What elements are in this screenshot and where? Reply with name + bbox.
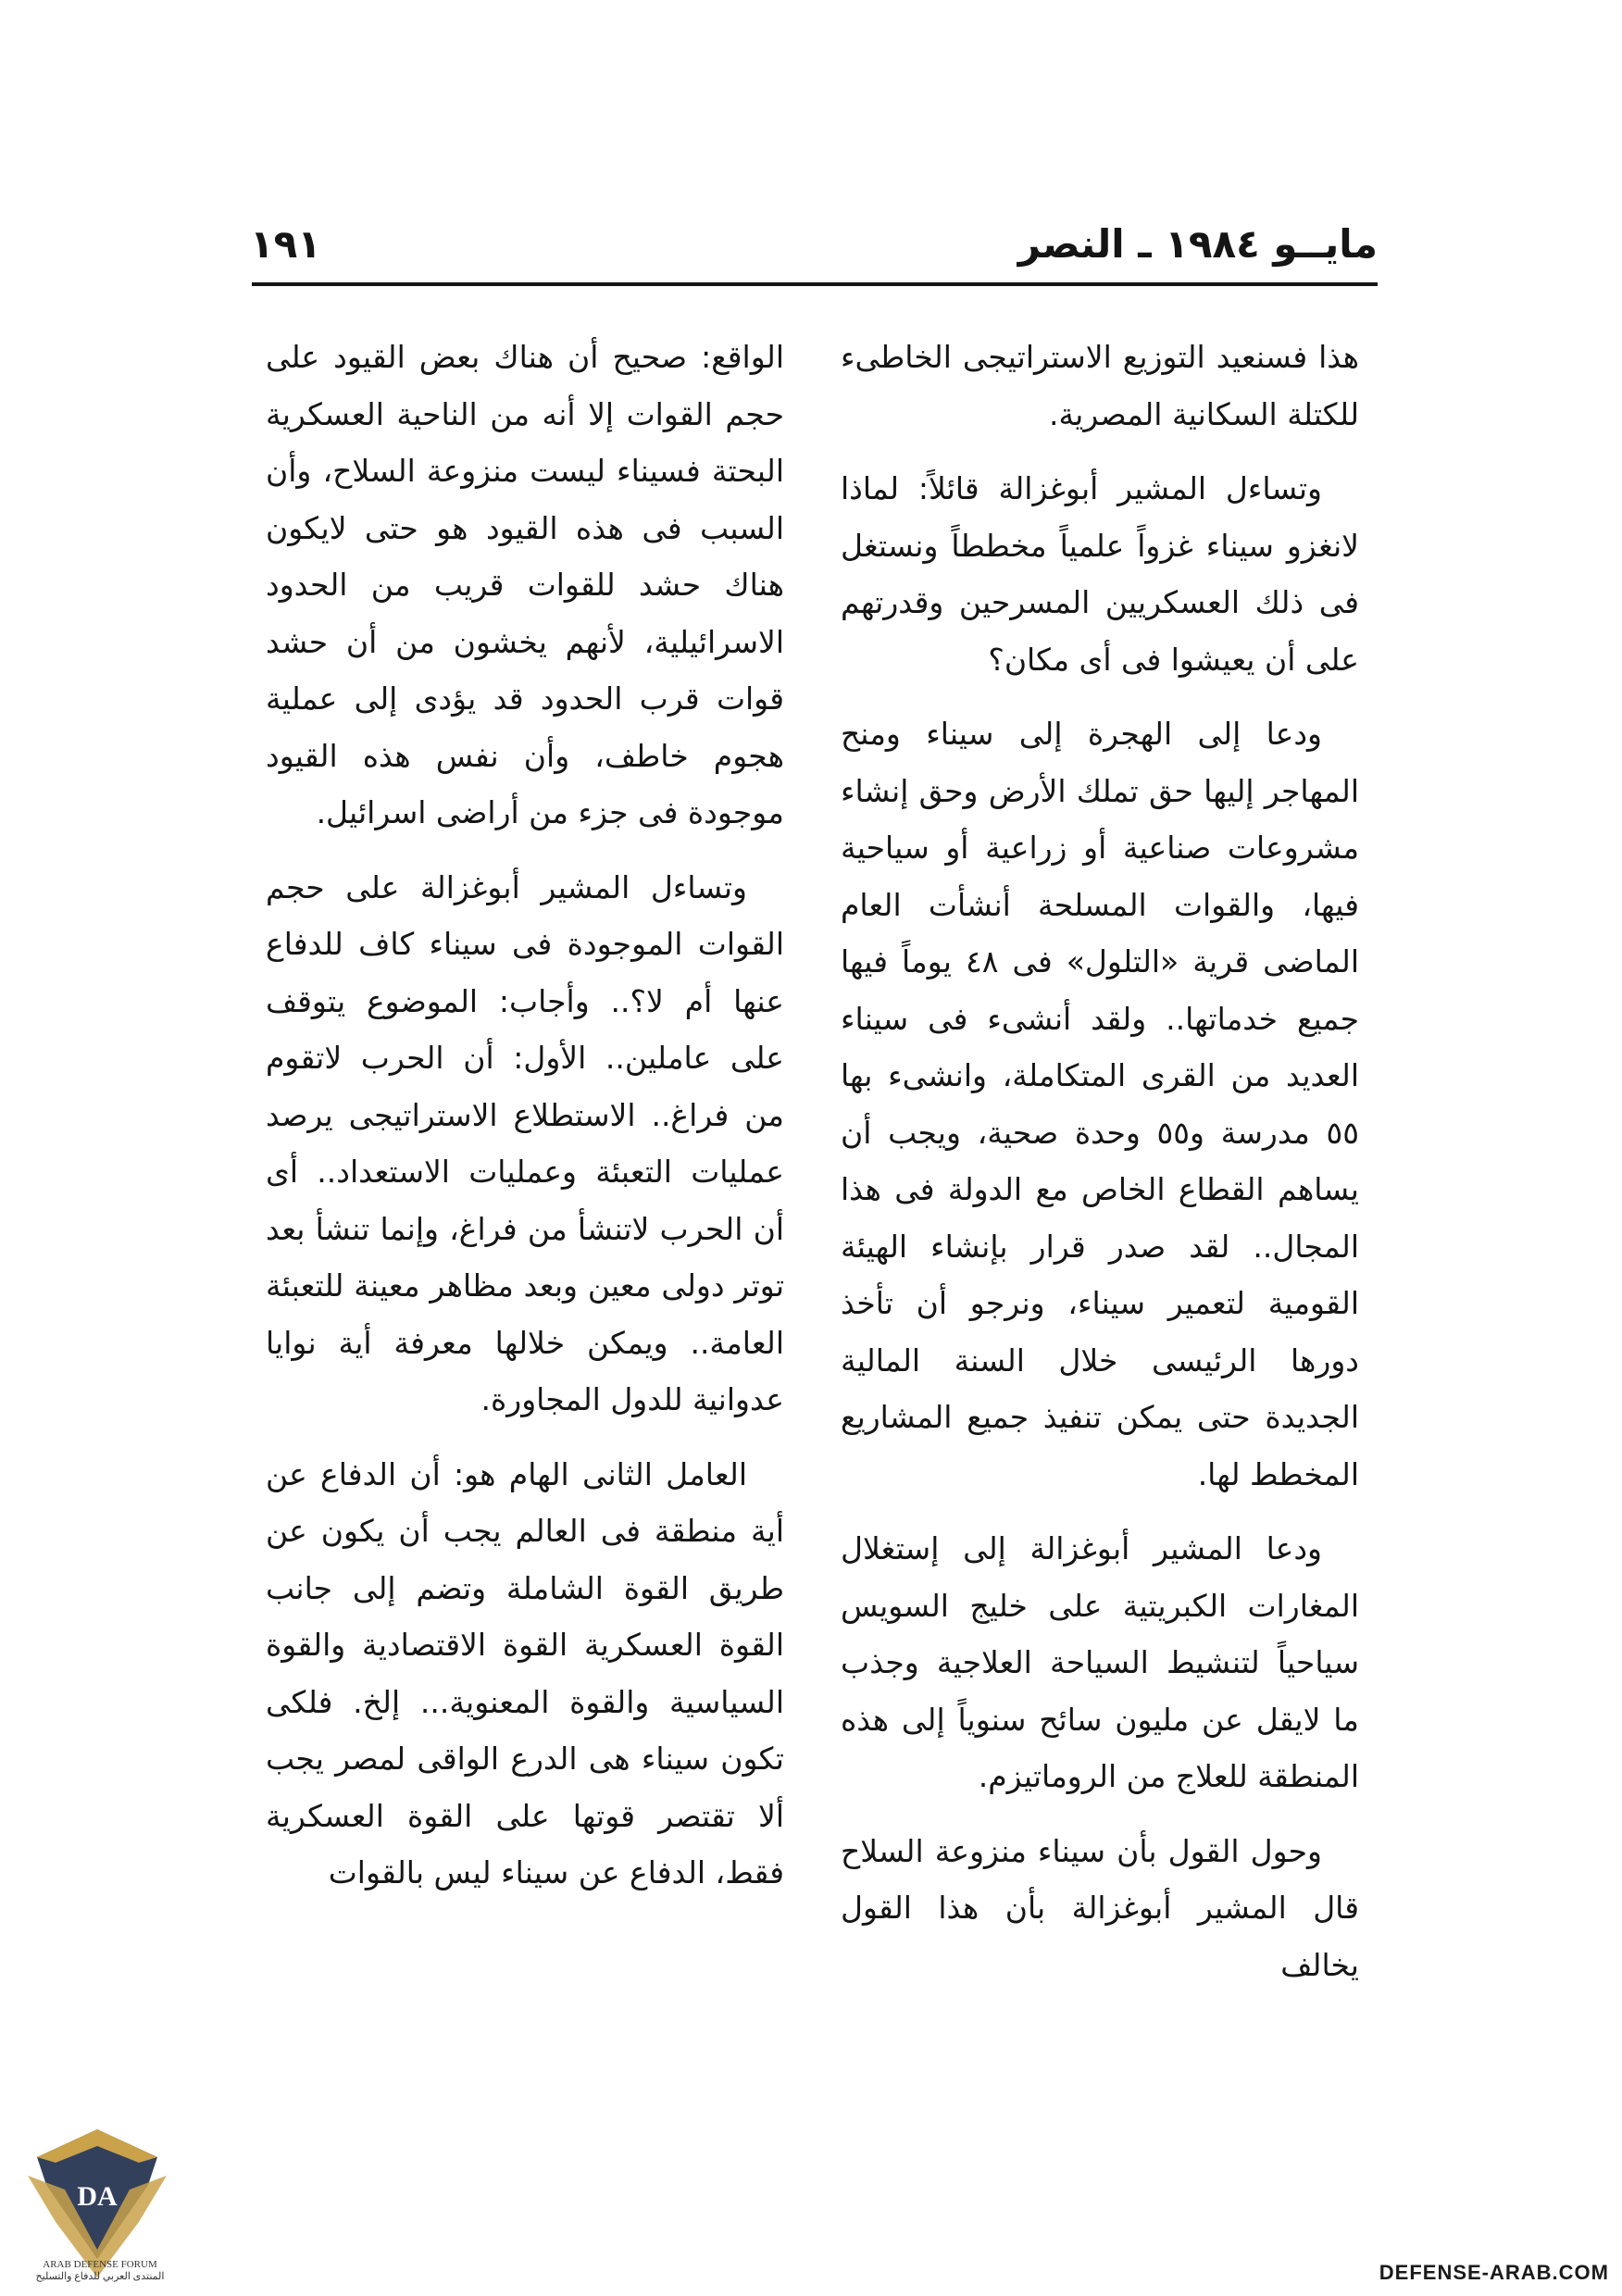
running-head: مايــو ١٩٨٤ ـ النصر bbox=[1017, 221, 1378, 267]
left-column bbox=[266, 329, 784, 1919]
paragraph: العامل الثانى الهام هو: أن الدفاع عن أية منطقة فى العالم يجب أن يكون عن طريق القوة الشاملة وتضم إلى جانب القوة العسكرية القوة الاقتصادية والقوة السياسية والقوة المعنوية... إلخ. فلكى تكون سيناء هى الدرع الواقى لمصر يجب ألا تقتصر قوتها على القوة العسكرية فقط، الدفاع عن سيناء ليس بالقوات bbox=[266, 1455, 784, 1890]
page-number: ١٩١ bbox=[250, 221, 321, 267]
logo-caption-en: ARAB DEFENSE FORUM bbox=[43, 2259, 157, 2270]
header-divider bbox=[252, 282, 1378, 286]
page-header bbox=[250, 211, 1378, 267]
paragraph: ودعا المشير أبوغزالة إلى إستغلال المغارات الكبريتية على خليج السويس سياحياً لتنشيط السياحة العلاجية وجذب ما لايقل عن مليون سائح سنوياً إلى هذه المنطقة للعلاج من الروماتيزم. bbox=[841, 1530, 1359, 1794]
logo-caption-ar: المنتدى العربي للدفاع والتسليح bbox=[35, 2271, 165, 2282]
right-column bbox=[841, 329, 1359, 2011]
logo-initials: DA bbox=[77, 2181, 118, 2212]
paragraph: ودعا إلى الهجرة إلى سيناء ومنح المهاجر إليها حق تملك الأرض وحق إنشاء مشروعات صناعية أو زراعية أو سياحية فيها، والقوات المسلحة أنشأت العام الماضى قرية «التلول» فى ٤٨ يوماً فيها جميع خدماتها.. ولقد أنشىء فى سيناء العديد من القرى المتكاملة، وانشىء بها ٥٥ مدرسة و٥٥ وحدة صحية، ويجب أن يساهم القطاع الخاص مع الدولة فى هذا المجال.. لقد صدر قرار بإنشاء الهيئة القومية لتعمير سيناء، ونرجو أن تأخذ دورها الرئيسى خلال السنة المالية الجديدة حتى يمكن تنفيذ جميع المشاريع المخطط لها. bbox=[841, 716, 1359, 1492]
paragraph: وحول القول بأن سيناء منزوعة السلاح قال المشير أبوغزالة بأن هذا القول يخالف bbox=[841, 1832, 1359, 1983]
logo-caption bbox=[7, 2259, 193, 2283]
paragraph: وتساءل المشير أبوغزالة على حجم القوات الموجودة فى سيناء كاف للدفاع عنها أم لا؟.. وأجاب: الموضوع يتوقف على عاملين.. الأول: أن الحرب لاتقوم من فراغ.. الاستطلاع الاستراتيجى يرصد عمليات التعبئة وعمليات الاستعداد.. أى أن الحرب لاتنشأ من فراغ، وإنما تنشأ بعد توتر دولى معين وبعد مظاهر معينة للتعبئة العامة.. ويمكن خلالها معرفة أية نوايا عدوانية للدول المجاورة. bbox=[266, 868, 784, 1417]
paragraph: وتساءل المشير أبوغزالة قائلاً: لماذا لانغزو سيناء غزواً علمياً مخططاً ونستغل فى ذلك العسكريين المسرحين وقدرتهم على أن يعيشوا فى أى مكان؟ bbox=[841, 470, 1359, 678]
paragraph: الواقع: صحيح أن هناك بعض القيود على حجم القوات إلا أنه من الناحية العسكرية البحتة فسيناء ليست منزوعة السلاح، وأن السبب فى هذه القيود هو حتى لايكون هناك حشد للقوات قريب من الحدود الاسرائيلية، لأنهم يخشون من أن حشد قوات قرب الحدود قد يؤدى إلى عملية هجوم خاطف، وأن نفس هذه القيود موجودة فى جزء من أراضى اسرائيل. bbox=[266, 339, 784, 830]
paragraph: هذا فسنعيد التوزيع الاستراتيجى الخاطىء للكتلة السكانية المصرية. bbox=[841, 339, 1359, 432]
site-watermark[interactable]: DEFENSE-ARAB.COM bbox=[1374, 2257, 1615, 2289]
